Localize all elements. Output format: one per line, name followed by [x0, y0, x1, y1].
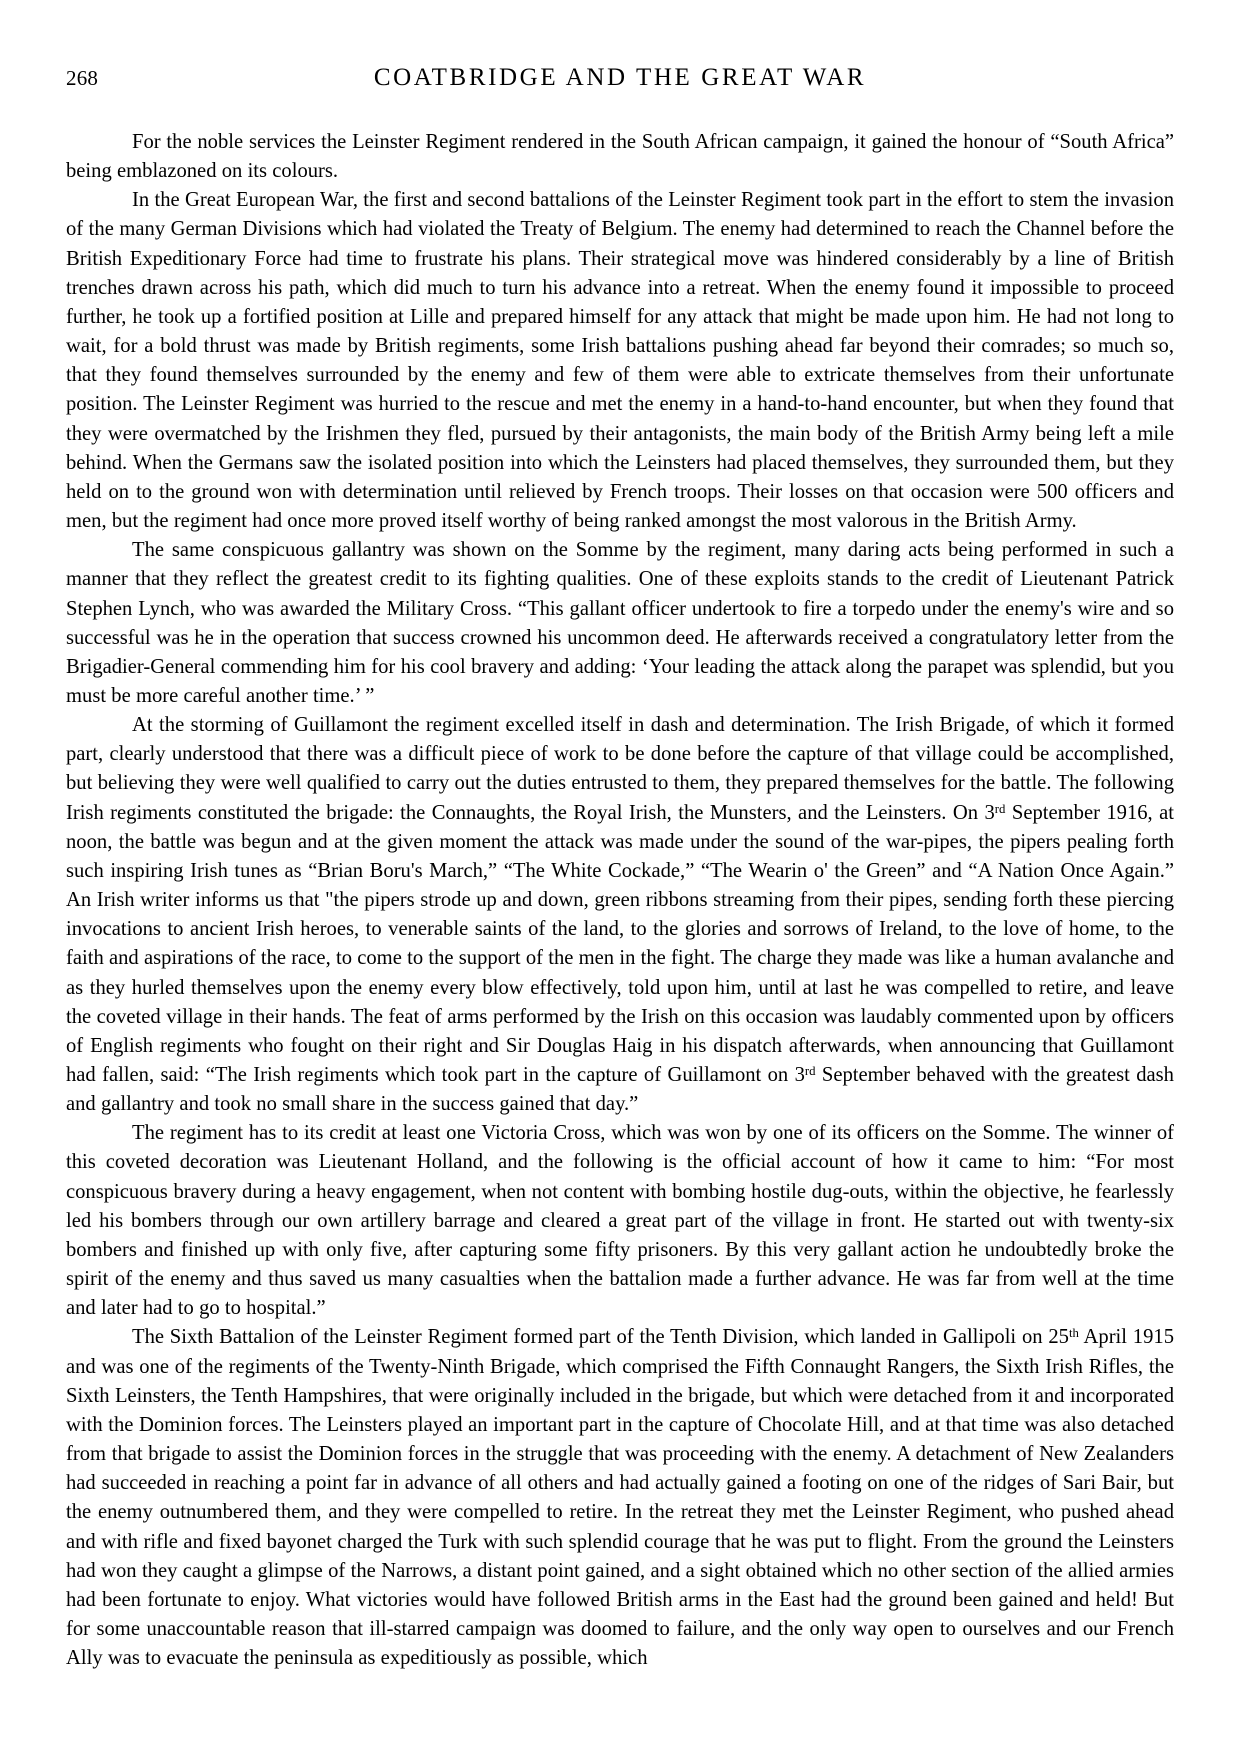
ordinal-suffix: rd — [804, 1064, 816, 1079]
ordinal-suffix: rd — [994, 801, 1006, 816]
paragraph-p4-storming-of-guillamont: At the storming of Guillamont the regiment excelled itself in dash and determination. The Irish Brigade, of which it formed part, clearly understood that there was a difficult piece of work to be done before the capture of that village could be accomplished, but believing they were well qualified to carry out the duties entrusted to them, they prepared themselves for the battle. The following Irish regiments constituted the brigade: the Connaughts, the Royal Irish, the Munsters, and the Leinsters. On 3rd September 1916, at noon, the battle was begun and at the given moment the attack was made under the sound of the war-pipes, the pipers pealing forth such inspiring Irish tunes as “Brian Boru's March,” “The White Cockade,” “The Wearin o' the Green” and “A Nation Once Again.” An Irish writer informs us that "the pipers strode up and down, green ribbons streaming from their pipes, sending forth these piercing invocations to ancient Irish heroes, to venerable saints of the land, to the glories and sorrows of Ireland, to the love of home, to the faith and aspirations of the race, to come to the support of the men in the fight. The charge they made was like a human avalanche and as they hurled themselves upon the enemy every blow effectively, told upon him, until at last he was compelled to retire, and leave the coveted village in their hands. The feat of arms performed by the Irish on this occasion was laudably commented upon by officers of English regiments who fought on their right and Sir Douglas Haig in his dispatch afterwards, when announcing that Guillamont had fallen, said: “The Irish regiments which took part in the capture of Guillamont on 3rd September behaved with the greatest dash and gallantry and took no small share in the success gained that day.” — [66, 714, 1174, 1116]
paragraph-p6-sixth-battalion-gallipoli: The Sixth Battalion of the Leinster Regiment formed part of the Tenth Division, which landed in Gallipoli on 25th April 1915 and was one of the regiments of the Twenty-Ninth Brigade, which comprised the Fifth Connaught Rangers, the Sixth Irish Rifles, the Sixth Leinsters, the Tenth Hampshires, that were originally included in the brigade, but which were detached from it and incorporated with the Dominion forces. The Leinsters played an important part in the capture of Chocolate Hill, and at that time was also detached from that brigade to assist the Dominion forces in the struggle that was proceeding with the enemy. A detachment of New Zealanders had succeeded in reaching a point far in advance of all others and had actually gained a footing on one of the ridges of Sari Bair, but the enemy outnumbered them, and they were compelled to retire. In the retreat they met the Leinster Regiment, who pushed ahead and with rifle and fixed bayonet charged the Turk with such splendid courage that he was put to flight. From the ground the Leinsters had won they caught a glimpse of the Narrows, a distant point gained, and a sight obtained which no other section of the allied armies had been fortunate to enjoy. What victories would have followed British arms in the East had the ground been gained and held! But for some unaccountable reason that ill-starred campaign was doomed to failure, and the only way open to ourselves and our French Ally was to evacuate the peninsula as expeditiously as possible, which — [66, 1326, 1174, 1670]
paragraph-p5-victoria-cross-holland: The regiment has to its credit at least one Victoria Cross, which was won by one of its officers on the Somme. The winner of this coveted decoration was Lieutenant Holland, and the following is the official account of how it came to him: “For most conspicuous bravery during a heavy engagement, when not content with bombing hostile dug-outs, within the objective, he fearlessly led his bombers through our own artillery barrage and cleared a great part of the village in front. He started out with twenty-six bombers and finished up with only five, after capturing some fifty prisoners. By this very gallant action he undoubtedly broke the spirit of the enemy and thus saved us many casualties when the battalion made a further advance. He was far from well at the time and later had to go to hospital.” — [66, 1122, 1174, 1320]
paragraph-p1-south-africa-honour: For the noble services the Leinster Regiment rendered in the South African campaign, it gained the honour of “South Africa” being emblazoned on its colours. — [66, 131, 1174, 183]
page-number: 268 — [66, 66, 99, 90]
body-text-column — [66, 128, 1174, 1673]
page-header — [66, 64, 1174, 98]
running-head-title: COATBRIDGE AND THE GREAT WAR — [373, 64, 867, 91]
ordinal-suffix: th — [1068, 1326, 1079, 1341]
paragraph-p3-somme-gallantry-lynch: The same conspicuous gallantry was shown on the Somme by the regiment, many daring acts being performed in such a manner that they reflect the greatest credit to its fighting qualities. One of these exploits stands to the credit of Lieutenant Patrick Stephen Lynch, who was awarded the Military Cross. “This gallant officer undertook to fire a torpedo under the enemy's wire and so successful was he in the operation that success crowned his uncommon deed. He afterwards received a congratulatory letter from the Brigadier-General commending him for his cool bravery and adding: ‘Your leading the attack along the parapet was splendid, but you must be more careful another time.’ ” — [66, 539, 1174, 707]
paragraph-p2-great-european-war: In the Great European War, the first and second battalions of the Leinster Regiment took part in the effort to stem the invasion of the many German Divisions which had violated the Treaty of Belgium. The enemy had determined to reach the Channel before the British Expeditionary Force had time to frustrate his plans. Their strategical move was hindered considerably by a line of British trenches drawn across his path, which did much to turn his advance into a retreat. When the enemy found it impossible to proceed further, he took up a fortified position at Lille and prepared himself for any attack that might be made upon him. He had not long to wait, for a bold thrust was made by British regiments, some Irish battalions pushing ahead far beyond their comrades; so much so, that they found themselves surrounded by the enemy and few of them were able to extricate themselves from their unfortunate position. The Leinster Regiment was hurried to the rescue and met the enemy in a hand-to-hand encounter, but when they found that they were overmatched by the Irishmen they fled, pursued by their antagonists, the main body of the British Army being left a mile behind. When the Germans saw the isolated position into which the Leinsters had placed themselves, they surrounded them, but they held on to the ground won with determination until relieved by French troops. Their losses on that occasion were 500 officers and men, but the regiment had once more proved itself worthy of being ranked amongst the most valorous in the British Army. — [66, 189, 1174, 533]
